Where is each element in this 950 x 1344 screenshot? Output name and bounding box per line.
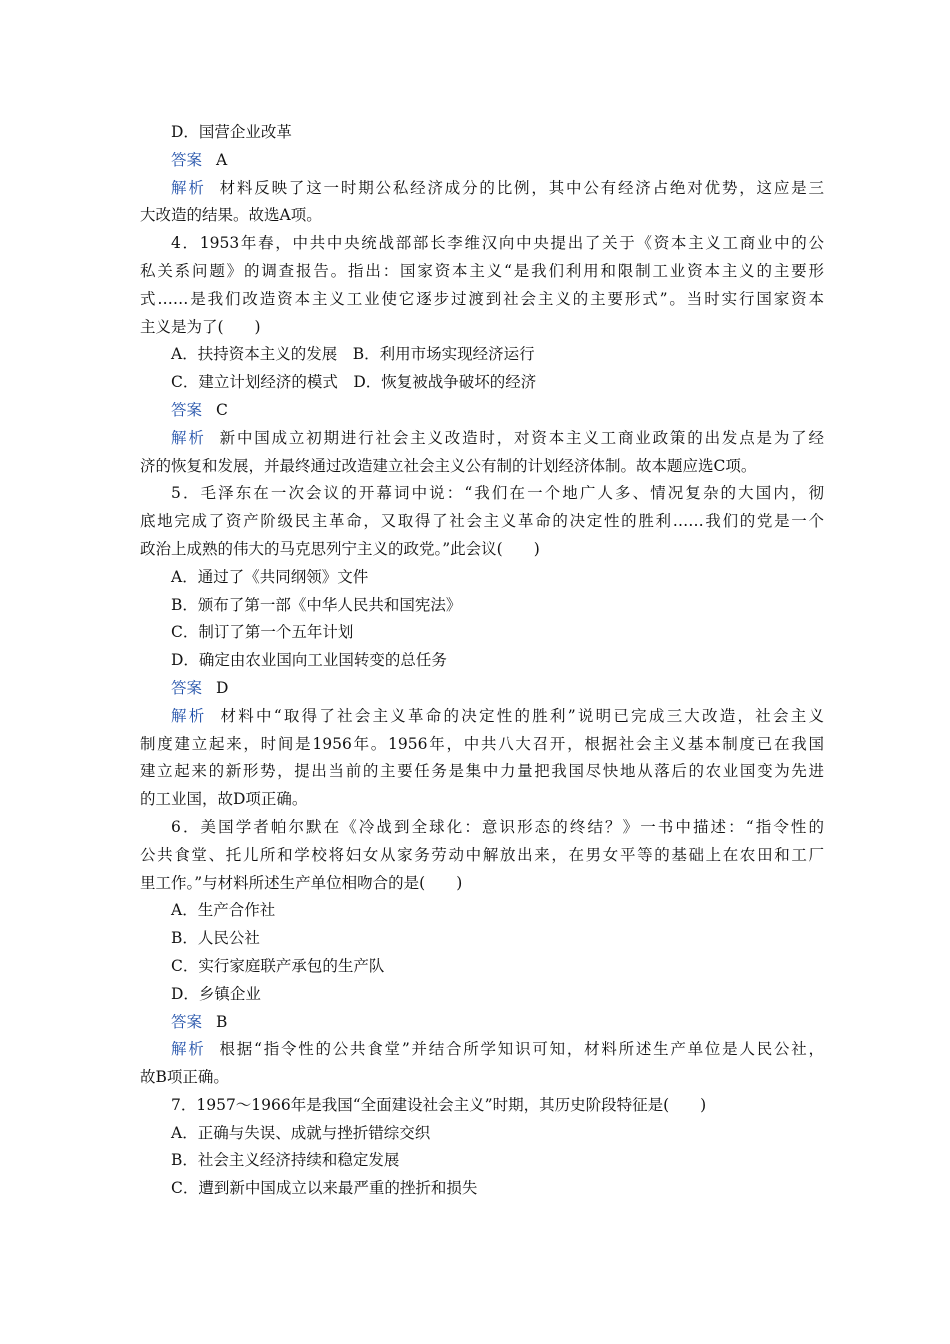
answer-value: B xyxy=(216,1012,228,1031)
analysis-line: 大改造的结果。故选A项。 xyxy=(140,206,322,225)
question-3 xyxy=(140,119,824,230)
question-stem: 底地完成了资产阶级民主革命，又取得了社会主义革命的决定性的胜利……我们的党是一个 xyxy=(140,512,824,531)
question-stem: 主义是为了( ) xyxy=(140,317,261,336)
question-stem: 5．毛泽东在一次会议的开幕词中说：“我们在一个地广人多、情况复杂的大国内，彻 xyxy=(171,484,824,503)
option-b: B．社会主义经济持续和稳定发展 xyxy=(171,1151,400,1170)
analysis-line xyxy=(140,1036,824,1064)
question-6 xyxy=(140,814,824,1092)
question-stem: 政治上成熟的伟大的马克思列宁主义的政党。”此会议( ) xyxy=(140,539,540,558)
analysis-line: 的工业国，故D项正确。 xyxy=(140,790,308,809)
option-a: A．正确与失误、成就与挫折错综交织 xyxy=(171,1123,431,1142)
question-stem: 里工作。”与材料所述生产单位相吻合的是( ) xyxy=(140,873,463,892)
analysis-line xyxy=(140,425,824,453)
answer-value: D xyxy=(216,678,229,697)
analysis-tag: 解析 xyxy=(171,178,206,197)
question-stem: 私关系问题》的调查报告。指出：国家资本主义“是我们利用和限制工业资本主义的主要形 xyxy=(140,261,824,280)
analysis-line xyxy=(140,703,824,731)
answer-tag: 答案 xyxy=(171,678,203,697)
question-stem: 公共食堂、托儿所和学校将妇女从家务劳动中解放出来，在男女平等的基础上在农田和工厂 xyxy=(140,845,824,864)
option-a: A．通过了《共同纲领》文件 xyxy=(171,567,369,586)
question-5 xyxy=(140,480,824,814)
option-c: C．遭到新中国成立以来最严重的挫折和损失 xyxy=(171,1179,478,1198)
analysis-tag: 解析 xyxy=(171,1040,206,1059)
option-c: C．制订了第一个五年计划 xyxy=(171,623,354,642)
option-d: D．确定由农业国向工业国转变的总任务 xyxy=(171,651,447,670)
answer-line xyxy=(140,147,824,175)
option-a: A．生产合作社 xyxy=(171,901,276,920)
question-stem: 6．美国学者帕尔默在《冷战到全球化：意识形态的终结？》一书中描述：“指令性的 xyxy=(171,817,824,836)
option-row: C．建立计划经济的模式 D．恢复被战争破坏的经济 xyxy=(171,373,537,392)
answer-value: A xyxy=(216,150,228,169)
answer-line xyxy=(140,675,824,703)
answer-tag: 答案 xyxy=(171,1012,203,1031)
analysis-line xyxy=(140,175,824,203)
analysis-text: 根据“指令性的公共食堂”并结合所学知识可知，材料所述生产单位是人民公社， xyxy=(219,1040,824,1059)
answer-value: C xyxy=(216,400,228,419)
question-4 xyxy=(140,230,824,480)
option-b: B．人民公社 xyxy=(171,929,260,948)
analysis-tag: 解析 xyxy=(171,706,207,725)
analysis-line: 制度建立起来，时间是1956年。1956年，中共八大召开，根据社会主义基本制度已在我国 xyxy=(140,734,824,753)
analysis-text: 材料中“取得了社会主义革命的决定性的胜利”说明已完成三大改造，社会主义 xyxy=(220,706,824,725)
question-stem: 4．1953年春，中共中央统战部部长李维汉向中央提出了关于《资本主义工商业中的公 xyxy=(171,234,824,253)
option-d: D．国营企业改革 xyxy=(171,123,292,141)
question-stem: 7．1957～1966年是我国“全面建设社会主义”时期，其历史阶段特征是( ) xyxy=(171,1095,707,1114)
answer-tag: 答案 xyxy=(171,150,203,169)
analysis-text: 材料反映了这一时期公私经济成分的比例，其中公有经济占绝对优势，这应是三 xyxy=(219,178,824,197)
analysis-line: 建立起来的新形势，提出当前的主要任务是集中力量把我国尽快地从落后的农业国变为先进 xyxy=(140,762,824,781)
question-stem: 式……是我们改造资本主义工业使它逐步过渡到社会主义的主要形式”。当时实行国家资本 xyxy=(140,289,824,308)
analysis-line: 故B项正确。 xyxy=(140,1068,229,1087)
answer-tag: 答案 xyxy=(171,400,203,419)
answer-line xyxy=(140,397,824,425)
analysis-text: 新中国成立初期进行社会主义改造时，对资本主义工商业政策的出发点是为了经 xyxy=(219,428,824,447)
option-b: B．颁布了第一部《中华人民共和国宪法》 xyxy=(171,595,462,614)
question-7 xyxy=(140,1092,824,1203)
option-row: A．扶持资本主义的发展 B．利用市场实现经济运行 xyxy=(171,345,535,364)
analysis-tag: 解析 xyxy=(171,428,206,447)
analysis-line: 济的恢复和发展，并最终通过改造建立社会主义公有制的计划经济体制。故本题应选C项。 xyxy=(140,456,757,475)
answer-line xyxy=(140,1009,824,1037)
option-c: C．实行家庭联产承包的生产队 xyxy=(171,956,385,975)
option-d: D．乡镇企业 xyxy=(171,984,261,1003)
